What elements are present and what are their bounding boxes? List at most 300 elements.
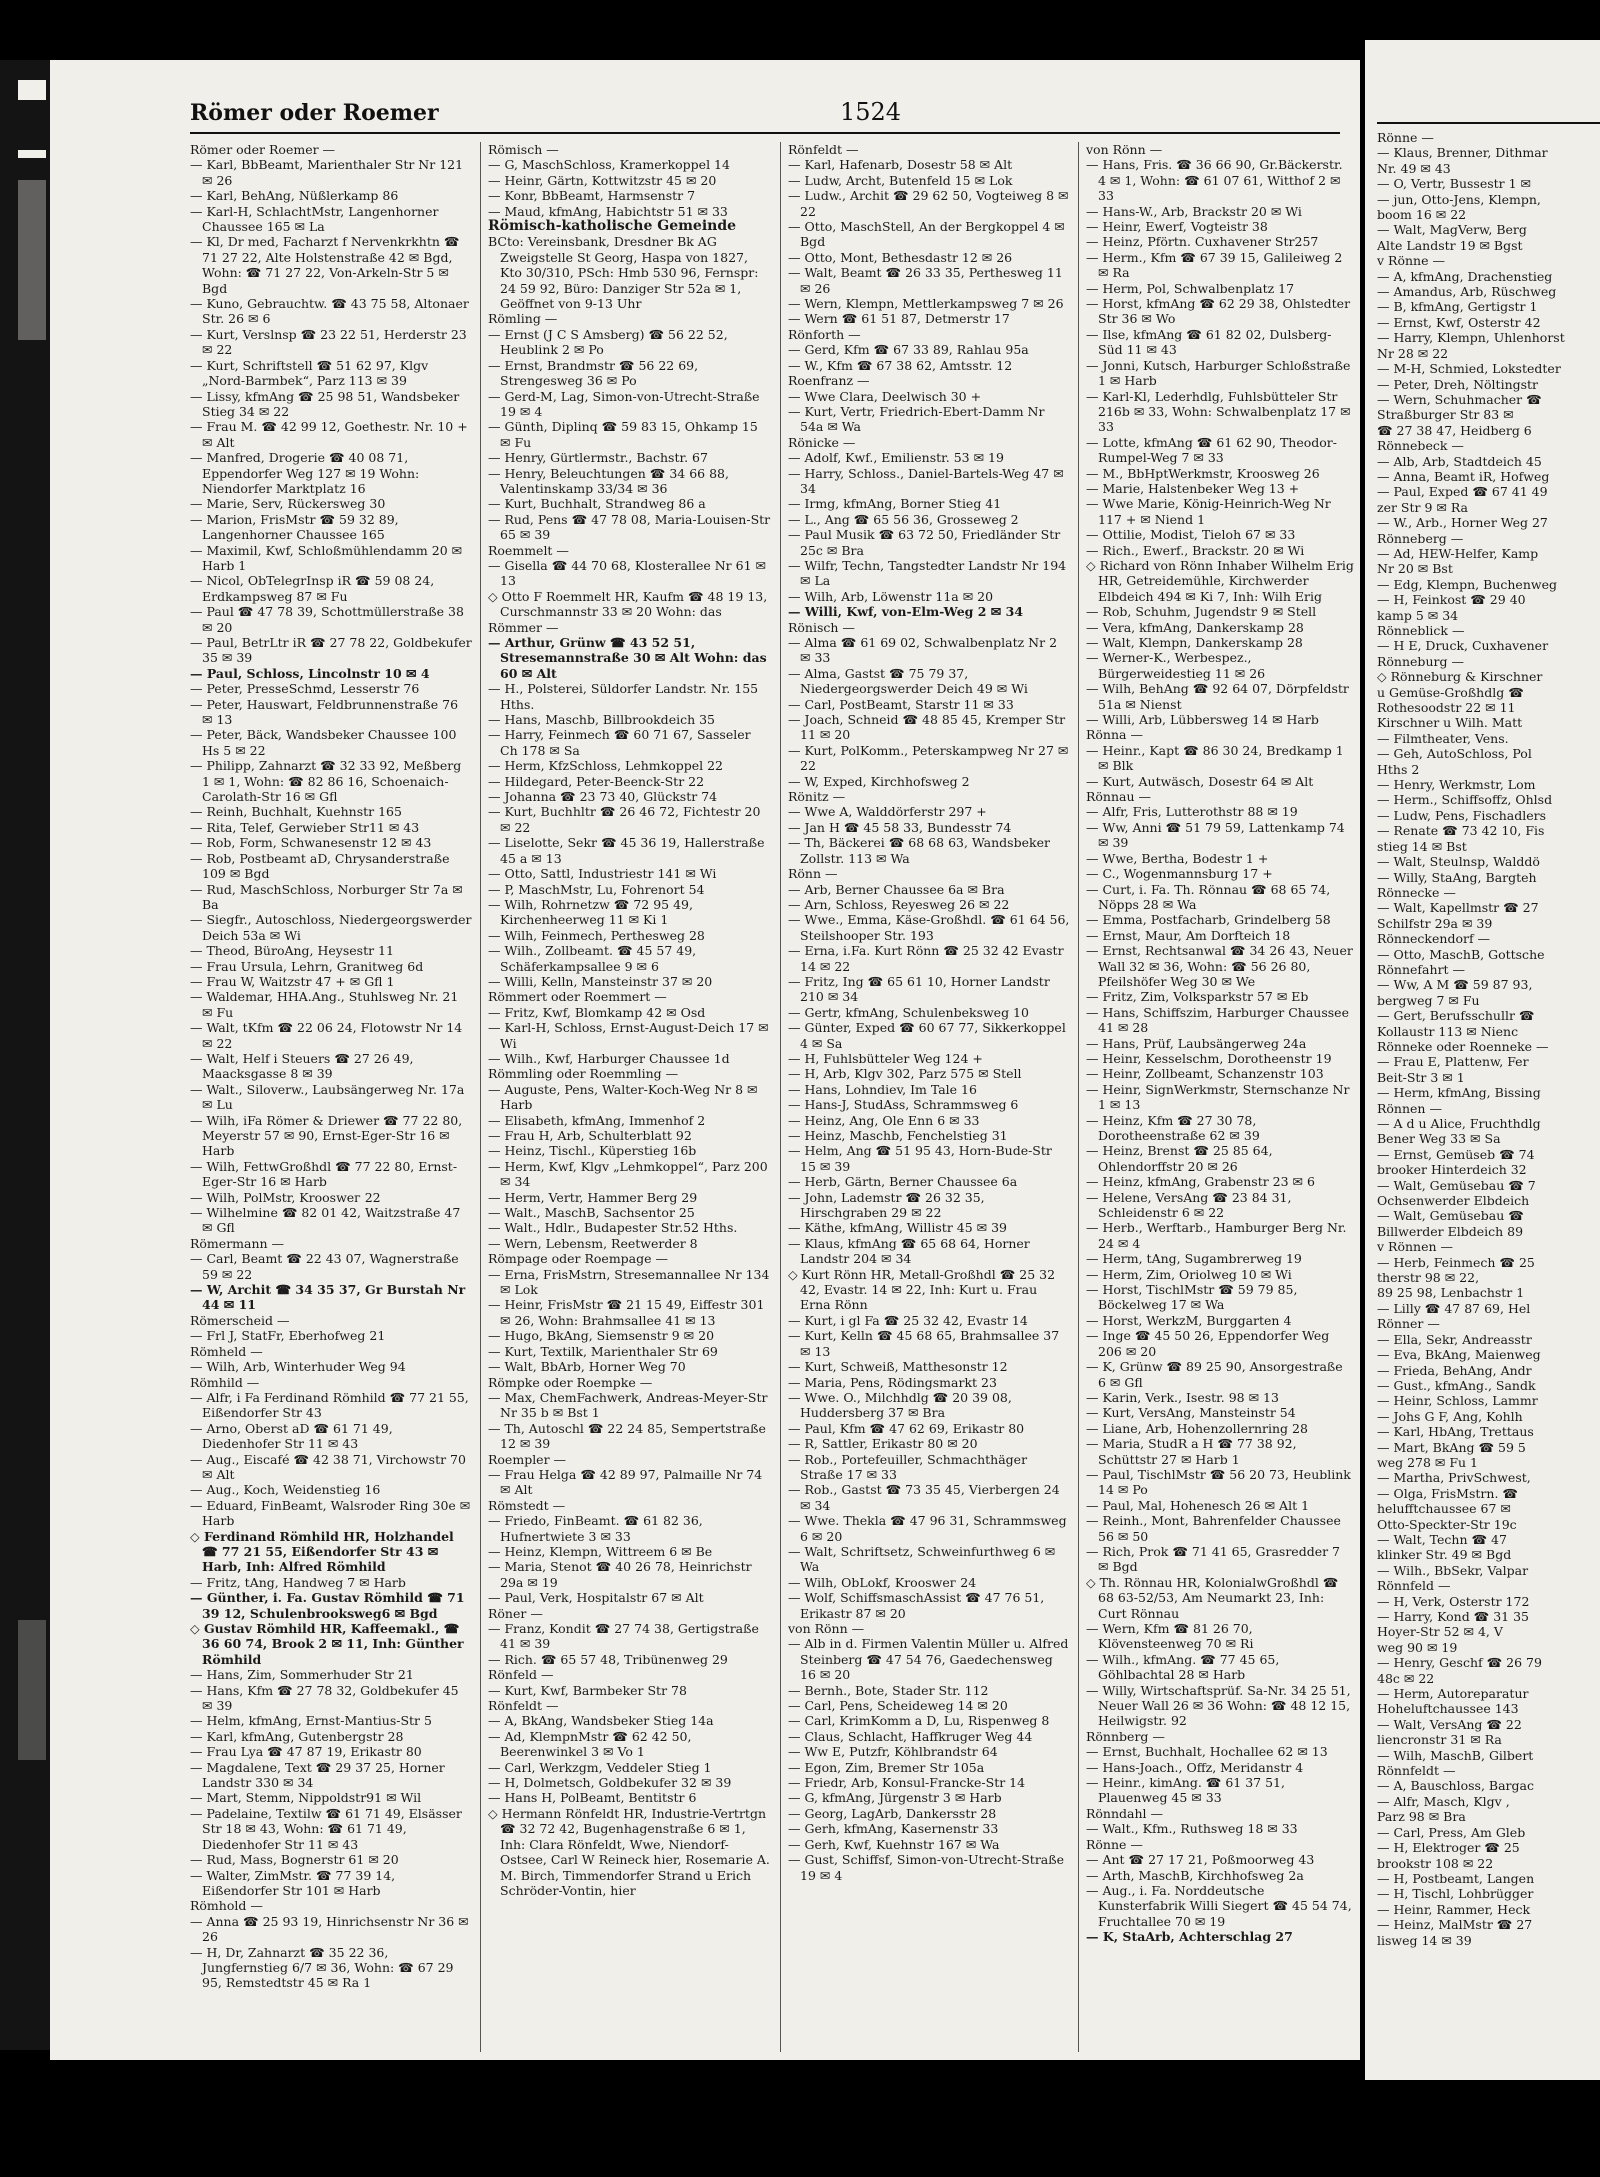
facing-page-entry: — Wern, Schuhmacher ☎ <box>1377 391 1542 407</box>
directory-entry: — Padelaine, Textilw ☎ 61 71 49, Elsässer Str 18 ✉ 43, Wohn: ☎ 61 71 49, Diedenhofer Str 11 ✉ 43 <box>190 1805 462 1852</box>
directory-entry: — Harry, Feinmech ☎ 60 71 67, Sasseler Ch 178 ✉ Sa <box>488 727 751 758</box>
directory-entry: — Heinr, Kesselschm, Dorotheenstr 19 <box>1086 1050 1332 1066</box>
facing-page-entry: — A d u Alice, Fruchthdlg <box>1377 1116 1541 1131</box>
directory-entry: — Peter, PresseSchmd, Lesserstr 76 <box>190 681 420 697</box>
directory-entry: Römermann — <box>190 1235 285 1251</box>
facing-page-header-rule <box>1377 92 1600 124</box>
directory-entry: Römling — <box>488 311 558 327</box>
directory-entry: — Ludw, Archt, Butenfeld 15 ✉ Lok <box>788 172 1013 188</box>
column-divider <box>1078 142 1079 2052</box>
facing-page-entry: — Wilh, MaschB, Gilbert <box>1377 1747 1534 1763</box>
directory-entry: Roenfranz — <box>788 373 870 389</box>
facing-page-entry: Beit-Str 3 ✉ 1 <box>1377 1069 1465 1085</box>
directory-entry: — Wwe Clara, Deelwisch 30 + <box>788 388 982 404</box>
facing-page-entry: ◇ Rönneburg & Kirschner <box>1377 669 1543 685</box>
facing-page-entry: Rönnefahrt — <box>1377 961 1466 977</box>
directory-entry: — Helm, Ang ☎ 51 95 43, Horn-Bude-Str 15 ✉ 39 <box>788 1143 1052 1174</box>
directory-entry: — Peter, Hauswart, Feldbrunnenstraße 76 ✉ 13 <box>190 696 459 728</box>
directory-entry: — K, Grünw ☎ 89 25 90, Ansorgestraße 6 ✉ Gfl <box>1086 1359 1343 1390</box>
facing-page-entry: — H, Elektroger ☎ 25 <box>1377 1840 1520 1856</box>
facing-page-entry: ☎ 27 38 47, Heidberg 6 <box>1377 422 1532 438</box>
directory-entry: — Fritz, tAng, Handweg 7 ✉ Harb <box>190 1574 406 1590</box>
facing-page-entry: — B, kfmAng, Gertigstr 1 <box>1377 299 1538 315</box>
header-rule <box>190 132 1340 134</box>
directory-entry: — Gust, Schiffsf, Simon-von-Utrecht-Straße 19 ✉ 4 <box>788 1852 1064 1883</box>
directory-entry: — Hans, Kfm ☎ 27 78 32, Goldbekufer 45 ✉ 39 <box>190 1682 459 1714</box>
directory-entry: — Wilh, BehAng ☎ 92 64 07, Dörpfeldstr 51a ✉ Nienst <box>1086 681 1349 712</box>
directory-entry: — Herb., Werftarb., Hamburger Berg Nr. 24 ✉ 4 <box>1086 1220 1347 1251</box>
directory-entry: — Paul, BetrLtr iR ☎ 27 78 22, Goldbekufer 35 ✉ 39 <box>190 635 472 666</box>
facing-page-entry: — Herm, kfmAng, Bissing <box>1377 1085 1541 1101</box>
facing-page-entry: — O, Vertr, Bussestr 1 ✉ <box>1377 176 1532 192</box>
facing-page-entry: — Paul, Exped ☎ 67 41 49 <box>1377 484 1548 500</box>
directory-entry: — Heinr., kimAng. ☎ 61 37 51, Plauenweg 45 ✉ 33 <box>1086 1775 1285 1806</box>
facing-page-entry: v Rönnen — <box>1377 1239 1453 1255</box>
page-number: 1524 <box>840 98 902 126</box>
facing-page-entry: — Walt, Kapellmstr ☎ 27 <box>1377 900 1539 916</box>
directory-entry: — Carl, Beamt ☎ 22 43 07, Wagnerstraße 59 ✉ 22 <box>190 1251 459 1282</box>
facing-page-entry: — Walt, MagVerw, Berg <box>1377 222 1527 238</box>
directory-entry: Rönisch — <box>788 619 855 635</box>
directory-entry: — Bernh., Bote, Stader Str. 112 <box>788 1682 989 1698</box>
directory-entry: — Heinz, Pförtn. Cuxhavener Str257 <box>1086 234 1319 250</box>
left-binding-strip <box>0 60 50 2050</box>
directory-entry: — Kurt, Autwäsch, Dosestr 64 ✉ Alt <box>1086 773 1314 789</box>
directory-entry: — Gerh, kfmAng, Kasernenstr 33 <box>788 1821 999 1837</box>
directory-entry: — Marie, Halstenbeker Weg 13 + <box>1086 480 1300 496</box>
facing-page-entry: zer Str 9 ✉ Ra <box>1377 499 1468 515</box>
facing-page-entry: — Ernst, Kwf, Osterstr 42 <box>1377 314 1541 330</box>
facing-page-entry: — Herm, Autoreparatur <box>1377 1686 1529 1702</box>
facing-page-entry: brooker Hinterdeich 32 <box>1377 1162 1527 1178</box>
directory-entry: — H, Dr, Zahnarzt ☎ 35 22 36, Jungfernstieg 6/7 ✉ 36, Wohn: ☎ 67 29 95, Remstedtstr 45 ✉ Ra 1 <box>190 1944 454 1991</box>
facing-page-entry: — Harry, Kond ☎ 31 35 <box>1377 1609 1530 1624</box>
directory-entry: — Hildegard, Peter-Beenck-Str 22 <box>488 773 705 789</box>
directory-entry: — Liselotte, Sekr ☎ 45 36 19, Hallerstraße 45 a ✉ 13 <box>488 835 765 866</box>
facing-page-entry: Rönneke oder Roenneke — <box>1377 1038 1549 1054</box>
directory-entry: — Auguste, Pens, Walter-Koch-Weg Nr 8 ✉ Harb <box>488 1081 758 1113</box>
directory-entry: — Gertr, kfmAng, Schulenbeksweg 10 <box>788 1004 1029 1020</box>
directory-entry: — Curt, i. Fa. Th. Rönnau ☎ 68 65 74, Nöpps 28 ✉ Wa <box>1086 881 1331 912</box>
facing-page-entry: Alte Landstr 19 ✉ Bgst <box>1377 237 1523 253</box>
facing-page-entry: — Karl, HbAng, Trettaus <box>1377 1424 1534 1440</box>
directory-entry: — Hans, Lohndiev, Im Tale 16 <box>788 1081 977 1097</box>
facing-page-entry: Kollaustr 113 ✉ Nienc <box>1377 1023 1519 1039</box>
facing-page-entry: — Alb, Arb, Stadtdeich 45 <box>1377 453 1542 469</box>
directory-entry: — Marie, Serv, Rückersweg 30 <box>190 496 386 512</box>
directory-entry: — Arth, MaschB, Kirchhofsweg 2a <box>1086 1867 1304 1883</box>
directory-entry: — Nicol, ObTelegrInsp iR ☎ 59 08 24, Erdkampsweg 87 ✉ Fu <box>190 573 435 604</box>
facing-page-entry: Rönnebeck — <box>1377 438 1464 454</box>
directory-entry: — Gerd-M, Lag, Simon-von-Utrecht-Straße 19 ✉ 4 <box>488 388 760 419</box>
directory-entry: — Fritz, Ing ☎ 65 61 10, Horner Landstr 210 ✉ 34 <box>788 973 1050 1005</box>
directory-entry: Rönnberg — <box>1086 1728 1165 1744</box>
directory-entry: — Kurt, Verslnsp ☎ 23 22 51, Herderstr 23 ✉ 22 <box>190 326 467 358</box>
facing-page-entry: — A, kfmAng, Drachenstieg <box>1377 268 1553 284</box>
directory-entry: — Heinz, Ang, Ole Enn 6 ✉ 33 <box>788 1112 980 1128</box>
directory-entry: — Wilh, Arb, Winterhuder Weg 94 <box>190 1359 406 1375</box>
directory-entry: — Jan H ☎ 45 58 33, Bundesstr 74 <box>788 819 1012 835</box>
directory-entry: — Wolf, SchiffsmaschAssist ☎ 47 76 51, Erikastr 87 ✉ 20 <box>788 1590 1045 1621</box>
directory-entry: — Walt., Hdlr., Budapester Str.52 Hths. <box>488 1220 738 1236</box>
facing-page-entry: — Peter, Dreh, Nöltingstr <box>1377 376 1539 392</box>
directory-entry: — Friedr, Arb, Konsul-Francke-Str 14 <box>788 1775 1026 1791</box>
directory-entry: — Maria, Pens, Rödingsmarkt 23 <box>788 1374 997 1390</box>
directory-entry: — Maria, StudR a H ☎ 77 38 92, Schüttstr 27 ✉ Harb 1 <box>1086 1436 1297 1467</box>
directory-entry: — H, Fuhlsbütteler Weg 124 + <box>788 1050 983 1066</box>
directory-entry: — Wwe. Thekla ☎ 47 96 31, Schrammsweg 6 ✉ 20 <box>788 1513 1067 1544</box>
directory-entry: — Harry, Schloss., Daniel-Bartels-Weg 47 ✉ 34 <box>788 465 1064 496</box>
directory-entry: — Friedo, FinBeamt. ☎ 61 82 36, Hufnertwiete 3 ✉ 33 <box>488 1513 703 1544</box>
directory-entry: — Wilh., kfmAng. ☎ 77 45 65, Göhlbachtal 28 ✉ Harb <box>1086 1651 1280 1683</box>
directory-entry: — Liane, Arb, Hohenzollernring 28 <box>1086 1420 1308 1436</box>
directory-entry: — Th, Autoschl ☎ 22 24 85, Sempertstraße 12 ✉ 39 <box>488 1420 766 1452</box>
facing-page-entry: Hoyer-Str 52 ✉ 4, V <box>1377 1624 1503 1640</box>
directory-entry: Römisch — <box>488 142 559 157</box>
facing-page-entry: — Renate ☎ 73 42 10, Fis <box>1377 823 1545 839</box>
directory-entry: — Walt, Schriftsetz, Schweinfurthweg 6 ✉ Wa <box>788 1543 1056 1575</box>
directory-entry: — Otto, MaschStell, An der Bergkoppel 4 ✉ Bgd <box>788 219 1065 250</box>
directory-entry: — Wilh, FettwGroßhdl ☎ 77 22 80, Ernst-Eger-Str 16 ✉ Harb <box>190 1158 458 1190</box>
page-header <box>190 90 1340 134</box>
directory-entry: — Karl, BbBeamt, Marienthaler Str Nr 121 ✉ 26 <box>190 157 464 188</box>
directory-entry: — Adolf, Kwf., Emilienstr. 53 ✉ 19 <box>788 450 1004 466</box>
directory-entry: — Rob., Gastst ☎ 73 35 45, Vierbergen 24 ✉ 34 <box>788 1482 1060 1513</box>
directory-entry: — Wern, Kfm ☎ 81 26 70, Klövensteenweg 70 ✉ Ri <box>1086 1621 1254 1652</box>
directory-entry: — Frau Lya ☎ 47 87 19, Erikastr 80 <box>190 1744 422 1760</box>
directory-entry: — Joach, Schneid ☎ 48 85 45, Kremper Str 11 ✉ 20 <box>788 712 1066 743</box>
facing-page-entry: — Eva, BkAng, Maienweg <box>1377 1347 1541 1363</box>
directory-entry: — Heinr, Zollbeamt, Schanzenstr 103 <box>1086 1066 1324 1082</box>
facing-page-entry: — Gust., kfmAng., Sandk <box>1377 1377 1536 1393</box>
directory-entry: — Lotte, kfmAng ☎ 61 62 90, Theodor-Rumpel-Weg 7 ✉ 33 <box>1086 434 1337 466</box>
directory-entry: — Carl, Pens, Scheideweg 14 ✉ 20 <box>788 1698 1008 1714</box>
facing-page-entry: — Olga, FrisMstrn. ☎ <box>1377 1485 1518 1501</box>
directory-entry: — Käthe, kfmAng, Willistr 45 ✉ 39 <box>788 1220 1008 1236</box>
directory-entry: — Hans H, PolBeamt, Bentitstr 6 <box>488 1790 697 1806</box>
directory-entry: — Ilse, kfmAng ☎ 61 82 02, Dulsberg-Süd 11 ✉ 43 <box>1086 326 1332 358</box>
directory-entry: — K, StaArb, Achterschlag 27 <box>1086 1929 1293 1945</box>
directory-entry: — Rud, Pens ☎ 47 78 08, Maria-Louisen-Str 65 ✉ 39 <box>488 511 771 543</box>
directory-entry: — Herm, Zim, Oriolweg 10 ✉ Wi <box>1086 1266 1292 1282</box>
directory-entry: — Walt., MaschB, Sachsentor 25 <box>488 1205 695 1221</box>
facing-page-entry: Rönnecke — <box>1377 884 1456 900</box>
directory-entry: — Karl-Kl, Lederhdlg, Fuhlsbütteler Str 216b ✉ 33, Wohn: Schwalbenplatz 17 ✉ 33 <box>1086 388 1351 435</box>
directory-entry: von Rönn — <box>788 1621 865 1636</box>
directory-column-2 <box>488 142 772 2052</box>
facing-page-entry: Nr 20 ✉ Bst <box>1377 561 1453 577</box>
facing-page-entry: — Carl, Press, Am Gleb <box>1377 1824 1526 1840</box>
directory-entry: — Wwe A, Walddörferstr 297 + <box>788 804 987 820</box>
facing-page-entry: Rönneburg — <box>1377 653 1464 669</box>
facing-page-entry: — H E, Druck, Cuxhavener <box>1377 638 1549 654</box>
directory-entry: — Kurt, Vertr, Friedrich-Ebert-Damm Nr 54a ✉ Wa <box>788 403 1045 435</box>
directory-entry: — Emma, Postfacharb, Grindelberg 58 <box>1086 912 1331 928</box>
directory-entry: — Klaus, kfmAng ☎ 65 68 64, Horner Landstr 204 ✉ 34 <box>788 1235 1030 1267</box>
facing-page-entry: — W., Arb., Horner Weg 27 <box>1377 515 1548 531</box>
directory-entry: — Rich., Ewerf., Brackstr. 20 ✉ Wi <box>1086 542 1305 558</box>
directory-entry: — Hugo, BkAng, Siemsenstr 9 ✉ 20 <box>488 1328 715 1344</box>
directory-entry: — Herm., Kfm ☎ 67 39 15, Galileiweg 2 ✉ Ra <box>1086 249 1343 281</box>
directory-entry: — Kurt, Buchhltr ☎ 26 46 72, Fichtestr 20 ✉ 22 <box>488 804 761 835</box>
directory-entry: Rönfeldt — <box>488 1698 559 1714</box>
directory-entry: — Hans, Prüf, Laubsängerweg 24a <box>1086 1035 1307 1051</box>
directory-entry: — Kurt, VersAng, Mansteinstr 54 <box>1086 1405 1296 1421</box>
directory-entry: — Rob, Postbeamt aD, Chrysanderstraße 109 ✉ Bgd <box>190 850 450 882</box>
directory-column-4 <box>1086 142 1354 2052</box>
directory-entry: — Otto, Sattl, Industriestr 141 ✉ Wi <box>488 866 717 882</box>
facing-page-entry: — Filmtheater, Vens. <box>1377 730 1509 746</box>
directory-entry: ◇ Richard von Rönn Inhaber Wilhelm Erig HR, Getreidemühle, Kirchwerder Elbdeich 494 ✉ Ki 7, Inh: Wilh Erig <box>1086 557 1354 604</box>
facing-page-entry: — Walt, Gemüsebau ☎ 7 <box>1377 1177 1536 1193</box>
directory-entry: — Günth, Diplinq ☎ 59 83 15, Ohkamp 15 ✉ Fu <box>488 419 758 450</box>
directory-entry: — Arno, Oberst aD ☎ 61 71 49, Diedenhofer Str 11 ✉ 43 <box>190 1420 393 1452</box>
directory-entry: — Lissy, kfmAng ☎ 25 98 51, Wandsbeker Stieg 34 ✉ 22 <box>190 388 460 419</box>
directory-entry: — Wwe., Emma, Käse-Großhdl. ☎ 61 64 56, Steilshooper Str. 193 <box>788 912 1070 943</box>
column-divider <box>480 142 481 2052</box>
directory-entry: — Herm, Kwf, Klgv „Lehmkoppel“, Parz 200 ✉ 34 <box>488 1158 768 1190</box>
directory-entry: — Walt., Siloverw., Laubsängerweg Nr. 17a ✉ Lu <box>190 1081 465 1113</box>
directory-entry: — Walt, Klempn, Dankerskamp 28 <box>1086 635 1303 650</box>
directory-entry: — Heinz, kfmAng, Grabenstr 23 ✉ 6 <box>1086 1174 1315 1190</box>
directory-entry: — Siegfr., Autoschloss, Niedergeorgswerder Deich 53a ✉ Wi <box>190 912 472 943</box>
directory-entry: — Willi, Arb, Lübbersweg 14 ✉ Harb <box>1086 712 1319 728</box>
facing-page-entry: Nr 28 ✉ 22 <box>1377 345 1449 361</box>
facing-page-entry: — Ernst, Gemüseb ☎ 74 <box>1377 1146 1535 1162</box>
directory-entry: — Anna ☎ 25 93 19, Hinrichsenstr Nr 36 ✉ 26 <box>190 1913 469 1945</box>
facing-page-entry: — H, Feinkost ☎ 29 40 <box>1377 592 1526 608</box>
directory-entry: — Wern, Klempn, Mettlerkampsweg 7 ✉ 26 <box>788 296 1064 312</box>
directory-entry: — Ludw., Archit ☎ 29 62 50, Vogteiweg 8 ✉ 22 <box>788 188 1069 219</box>
facing-page-entry: boom 16 ✉ 22 <box>1377 207 1467 223</box>
directory-entry: — Claus, Schlacht, Haffkruger Weg 44 <box>788 1728 1033 1744</box>
directory-entry: Rönnau — <box>1086 789 1152 805</box>
directory-entry: — Ad, KlempnMstr ☎ 62 42 50, Beerenwinkel 3 ✉ Vo 1 <box>488 1728 692 1760</box>
directory-entry: — Gerd, Kfm ☎ 67 33 89, Rahlau 95a <box>788 342 1029 358</box>
facing-page-entry: Rothesoodstr 22 ✉ 11 <box>1377 700 1516 716</box>
directory-entry: — Maximil, Kwf, Schloßmühlendamm 20 ✉ Harb 1 <box>190 542 463 573</box>
facing-page-entry: — H, Tischl, Lohbrügger <box>1377 1886 1534 1902</box>
directory-entry: ◇ Kurt Rönn HR, Metall-Großhdl ☎ 25 32 42, Evastr. 14 ✉ 22, Inh: Kurt u. Frau Erna Rönn <box>788 1266 1056 1313</box>
directory-entry: — Heinr, SignWerkmstr, Sternschanze Nr 1 ✉ 13 <box>1086 1081 1350 1113</box>
column-divider <box>780 142 781 2052</box>
directory-entry: — Frau Helga ☎ 42 89 97, Palmaille Nr 74 ✉ Alt <box>488 1466 763 1498</box>
directory-entry: — Helene, VersAng ☎ 23 84 31, Schleidenstr 6 ✉ 22 <box>1086 1189 1292 1221</box>
directory-entry: — Aug., Koch, Weidenstieg 16 <box>190 1482 381 1498</box>
directory-entry: — Wilh., Zollbeamt. ☎ 45 57 49, Schäferkampsallee 9 ✉ 6 <box>488 943 697 974</box>
facing-page-entry: Straßburger Str 83 ✉ <box>1377 407 1514 423</box>
directory-entry: — Ernst, Maur, Am Dorfteich 18 <box>1086 927 1291 943</box>
directory-entry: — Heinz, Kfm ☎ 27 30 78, Dorotheenstraße 62 ✉ 39 <box>1086 1112 1260 1143</box>
facing-page-entry: Bener Weg 33 ✉ Sa <box>1377 1131 1501 1147</box>
directory-entry: Römhild — <box>190 1374 260 1390</box>
directory-entry: — H., Polsterei, Süldorfer Landstr. Nr. 155 Hths. <box>488 681 759 712</box>
directory-entry: Rönna — <box>1086 727 1143 743</box>
directory-entry: — Herb, Gärtn, Berner Chaussee 6a <box>788 1174 1018 1190</box>
facing-page-entry: — Walt, Steulnsp, Walddö <box>1377 854 1540 870</box>
directory-entry: — Günter, Exped ☎ 60 67 77, Sikkerkoppel 4 ✉ Sa <box>788 1020 1066 1051</box>
directory-entry: — Irmg, kfmAng, Borner Stieg 41 <box>788 496 1002 512</box>
directory-entry: — Jonni, Kutsch, Harburger Schloßstraße 1 ✉ Harb <box>1086 357 1351 389</box>
directory-entry: — Egon, Zim, Bremer Str 105a <box>788 1759 985 1775</box>
directory-entry: — Kurt, Textilk, Marienthaler Str 69 <box>488 1343 718 1359</box>
directory-entry: — Karl, kfmAng, Gutenbergstr 28 <box>190 1728 404 1744</box>
directory-column-3 <box>788 142 1070 2052</box>
directory-entry: — Magdalene, Text ☎ 29 37 25, Horner Landstr 330 ✉ 34 <box>190 1759 445 1791</box>
directory-entry: — Alfr, i Fa Ferdinand Römhild ☎ 77 21 55, Eißendorfer Str 43 <box>190 1389 469 1421</box>
directory-entry: — Aug., i. Fa. Norddeutsche Kunsterfabrik Willi Siegert ☎ 45 54 74, Fruchtallee 70 ✉ 19 <box>1086 1882 1352 1929</box>
directory-entry: — Franz, Kondit ☎ 27 74 38, Gertigstraße 41 ✉ 39 <box>488 1621 759 1652</box>
directory-entry: — Carl, Werkzgm, Veddeler Stieg 1 <box>488 1759 712 1775</box>
directory-entry: — Frau H, Arb, Schulterblatt 92 <box>488 1128 692 1143</box>
facing-page-entry: weg 278 ✉ Fu 1 <box>1377 1454 1479 1470</box>
directory-entry: — Th, Bäckerei ☎ 68 68 63, Wandsbeker Zollstr. 113 ✉ Wa <box>788 835 1050 866</box>
directory-entry: — H, Dolmetsch, Goldbekufer 32 ✉ 39 <box>488 1775 732 1791</box>
facing-page-entry: Rönneblick — <box>1377 623 1465 638</box>
directory-entry: — Wilh., Kwf, Harburger Chaussee 1d <box>488 1050 730 1066</box>
directory-entry: — W, Exped, Kirchhofsweg 2 <box>788 773 970 789</box>
facing-page-entry: — Herm., Schiffsoffz, Ohlsd <box>1377 792 1553 808</box>
directory-entry: — Ant ☎ 27 17 21, Poßmoorweg 43 <box>1086 1852 1315 1868</box>
facing-page-entry: lisweg 14 ✉ 39 <box>1377 1932 1472 1948</box>
directory-entry: — Helm, kfmAng, Ernst-Mantius-Str 5 <box>190 1713 432 1729</box>
directory-entry: — Theod, BüroAng, Heysestr 11 <box>190 943 394 959</box>
directory-entry: ◇ Th. Rönnau HR, KolonialwGroßhdl ☎ 68 63-52/53, Am Neumarkt 23, Inh: Curt Rönnau <box>1086 1574 1339 1621</box>
facing-page-entry: Rönne — <box>1377 130 1434 145</box>
directory-entry: Römpke oder Roempke — <box>488 1374 653 1390</box>
directory-entry: — Walt., Kfm., Ruthsweg 18 ✉ 33 <box>1086 1821 1298 1837</box>
facing-page-fragment <box>1365 40 1600 2080</box>
directory-entry: — Arthur, Grünw ☎ 43 52 51, Stresemannstraße 30 ✉ Alt Wohn: das 60 ✉ Alt <box>488 635 767 681</box>
facing-page-entry: — Frau E, Plattenw, Fer <box>1377 1054 1529 1070</box>
directory-entry: — Inge ☎ 45 50 26, Eppendorfer Weg 206 ✉ 20 <box>1086 1328 1330 1359</box>
directory-entry: — Arb, Berner Chaussee 6a ✉ Bra <box>788 881 1005 897</box>
facing-page-entry: — Johs G F, Ang, Kohlh <box>1377 1408 1523 1424</box>
directory-entry: — Philipp, Zahnarzt ☎ 32 33 92, Meßberg 1 ✉ 1, Wohn: ☎ 82 86 16, Schoenaich-Carolath-Str 16 ✉ Gfl <box>190 758 462 805</box>
directory-entry: Röner — <box>488 1605 543 1621</box>
directory-entry: — Frau Ursula, Lehrn, Granitweg 6d <box>190 958 424 974</box>
facing-page-entry: — Ludw, Pens, Fischadlers <box>1377 807 1547 823</box>
directory-entry: — Kurt, i gl Fa ☎ 25 32 42, Evastr 14 <box>788 1312 1028 1328</box>
directory-entry: — Herm, Vertr, Hammer Berg 29 <box>488 1189 698 1205</box>
facing-page-entry: u Gemüse-Großhdlg ☎ <box>1377 684 1524 700</box>
directory-entry: — Otto, Mont, Bethesdastr 12 ✉ 26 <box>788 249 1013 265</box>
facing-page-entry: Rönnfeldt — <box>1377 1763 1456 1779</box>
directory-entry: — Walt, Beamt ☎ 26 33 35, Perthesweg 11 ✉ 26 <box>788 265 1063 296</box>
facing-page-entry: Rönner — <box>1377 1316 1440 1332</box>
facing-page-entry: — Amandus, Arb, Rüschweg <box>1377 284 1557 300</box>
directory-entry: Römer oder Roemer — <box>190 142 336 157</box>
directory-entry: Römmert oder Roemmert — <box>488 989 667 1005</box>
directory-entry: — Wwe. O., Milchhdlg ☎ 20 39 08, Huddersberg 37 ✉ Bra <box>788 1389 1012 1421</box>
directory-entry: — Henry, Gürtlermstr., Bachstr. 67 <box>488 450 708 466</box>
directory-entry: Rönfeld — <box>488 1667 554 1683</box>
directory-entry: — Walt, tKfm ☎ 22 06 24, Flotowstr Nr 14 ✉ 22 <box>190 1020 463 1051</box>
directory-entry: — Ernst, Brandmstr ☎ 56 22 69, Strengesweg 36 ✉ Po <box>488 357 699 389</box>
directory-entry: — Heinz, Brenst ☎ 25 85 64, Ohlendorffstr 20 ✉ 26 <box>1086 1143 1273 1174</box>
facing-page-entry: — Klaus, Brenner, Dithmar <box>1377 145 1548 161</box>
facing-page-entry: — H, Postbeamt, Langen <box>1377 1870 1535 1886</box>
directory-entry: — Max, ChemFachwerk, Andreas-Meyer-Str Nr 35 b ✉ Bst 1 <box>488 1389 768 1421</box>
facing-page-entry: 48c ✉ 22 <box>1377 1670 1435 1686</box>
directory-entry: — Fritz, Kwf, Blomkamp 42 ✉ Osd <box>488 1004 706 1020</box>
directory-entry: — Rich. ☎ 65 57 48, Tribünenweg 29 <box>488 1651 728 1667</box>
directory-entry: — Willi, Kwf, von-Elm-Weg 2 ✉ 34 <box>788 604 1024 620</box>
facing-page-entry: Rönnfeld — <box>1377 1578 1451 1594</box>
facing-page-entry: — Henry, Werkmstr, Lom <box>1377 777 1536 793</box>
directory-entry: — Peter, Bäck, Wandsbeker Chaussee 100 Hs 5 ✉ 22 <box>190 727 457 758</box>
directory-entry: Römmling oder Roemmling — <box>488 1066 679 1082</box>
facing-page-entry: — Anna, Beamt iR, Hofweg <box>1377 468 1550 484</box>
facing-page-entry: — Heinr, Schloss, Lammr <box>1377 1393 1538 1409</box>
directory-entry: von Rönn — <box>1086 142 1163 157</box>
directory-entry: Rönne — <box>1086 1836 1143 1852</box>
directory-entry: Rönforth — <box>788 326 861 342</box>
directory-entry: — Ww, Anni ☎ 51 79 59, Lattenkamp 74 ✉ 39 <box>1086 819 1345 851</box>
directory-entry: — Kurt, Buchhalt, Strandweg 86 a <box>488 496 706 512</box>
directory-entry: Rönitz — <box>788 789 846 805</box>
directory-entry: — Ottilie, Modist, Tieloh 67 ✉ 33 <box>1086 527 1296 543</box>
directory-entry: — Wilhelmine ☎ 82 01 42, Waitzstraße 47 ✉ Gfl <box>190 1205 461 1236</box>
directory-entry: — Horst, kfmAng ☎ 62 29 38, Ohlstedter Str 36 ✉ Wo <box>1086 296 1351 327</box>
directory-entry: — Heinz, Maschb, Fenchelstieg 31 <box>788 1128 1008 1143</box>
directory-entry: — P, MaschMstr, Lu, Fohrenort 54 <box>488 881 705 897</box>
directory-entry: — Kurt, Schriftstell ☎ 51 62 97, Klgv „Nord-Barmbek“, Parz 113 ✉ 39 <box>190 357 429 389</box>
directory-entry: — Reinh., Mont, Bahrenfelder Chaussee 56 ✉ 50 <box>1086 1513 1341 1544</box>
directory-entry: — Heinr., Kapt ☎ 86 30 24, Bredkamp 1 ✉ Blk <box>1086 742 1344 774</box>
facing-page-entry: — Lilly ☎ 47 87 69, Hel <box>1377 1300 1531 1316</box>
directory-entry: — Reinh, Buchhalt, Kuehnstr 165 <box>190 804 402 820</box>
directory-entry: — Herm, tAng, Sugambrerweg 19 <box>1086 1251 1302 1267</box>
directory-entry: — H, Arb, Klgv 302, Parz 575 ✉ Stell <box>788 1066 1022 1082</box>
directory-entry: — Kurt, PolKomm., Peterskampweg Nr 27 ✉ 22 <box>788 742 1069 774</box>
directory-entry: — A, BkAng, Wandsbeker Stieg 14a <box>488 1713 714 1729</box>
directory-entry: — Frau M. ☎ 42 99 12, Goethestr. Nr. 10 + ✉ Alt <box>190 419 468 450</box>
directory-entry: — Hans-Joach., Offz, Meridanstr 4 <box>1086 1759 1304 1775</box>
directory-entry: ◇ Otto F Roemmelt HR, Kaufm ☎ 48 19 13, Curschmannstr 33 ✉ 20 Wohn: das <box>488 588 768 620</box>
directory-entry: Römerscheid — <box>190 1312 290 1328</box>
directory-entry: — Henry, Beleuchtungen ☎ 34 66 88, Valentinskamp 33/34 ✉ 36 <box>488 465 729 496</box>
directory-entry: — Wilfr, Techn, Tangstedter Landstr Nr 194 ✉ La <box>788 557 1067 589</box>
facing-page-entry: — Martha, PrivSchwest, <box>1377 1470 1531 1486</box>
directory-entry: — Wilh, Rohrnetzw ☎ 72 95 49, Kirchenheerweg 11 ✉ Ki 1 <box>488 896 693 928</box>
directory-entry: — Paul, TischlMstr ☎ 56 20 73, Heublink 14 ✉ Po <box>1086 1466 1351 1498</box>
facing-page-entry: — Otto, MaschB, Gottsche <box>1377 946 1545 962</box>
directory-entry: — Rich, Prok ☎ 71 41 65, Grasredder 7 ✉ Bgd <box>1086 1543 1340 1575</box>
directory-entry: — Gisella ☎ 44 70 68, Klosterallee Nr 61 ✉ 13 <box>488 557 766 589</box>
directory-entry: Rönn — <box>788 866 838 882</box>
directory-entry: — Karl-H, SchlachtMstr, Langenhorner Chaussee 165 ✉ La <box>190 203 439 235</box>
facing-page-entry: — Alfr, Masch, Klgv , <box>1377 1793 1510 1809</box>
directory-entry: — Alfr, Fris, Lutterothstr 88 ✉ 19 <box>1086 804 1298 820</box>
directory-entry: — Frau W, Waitzstr 47 + ✉ Gfl 1 <box>190 973 395 989</box>
facing-page-entry: klinker Str. 49 ✉ Bgd <box>1377 1547 1512 1563</box>
directory-entry: — Kurt, Schweiß, Matthesonstr 12 <box>788 1359 1008 1375</box>
facing-page-entry: — M-H, Schmied, Lokstedter <box>1377 361 1561 377</box>
directory-entry: — Karin, Verk., Isestr. 98 ✉ 13 <box>1086 1389 1279 1405</box>
directory-entry: — Wilh, ObLokf, Krooswег 24 <box>788 1574 977 1590</box>
facing-page-entry: — Harry, Klempn, Uhlenhorst <box>1377 330 1565 346</box>
directory-entry: — Horst, TischlMstr ☎ 59 79 85, Böckelweg 17 ✉ Wa <box>1086 1282 1298 1313</box>
directory-entry: — Kurt, Kwf, Barmbeker Str 78 <box>488 1682 687 1698</box>
directory-entry: — Vera, kfmAng, Dankerskamp 28 <box>1086 619 1304 635</box>
directory-entry: — Frl J, StatFr, Eberhofweg 21 <box>190 1328 386 1344</box>
directory-entry: — Carl, PostBeamt, Starstr 11 ✉ 33 <box>788 696 1014 712</box>
directory-entry: — Karl, Hafenarb, Dosestr 58 ✉ Alt <box>788 157 1013 173</box>
directory-entry: Römhold — <box>190 1898 263 1914</box>
directory-entry: — Paul, Mal, Hohenesch 26 ✉ Alt 1 <box>1086 1497 1310 1513</box>
facing-page-entry: therstr 98 ✉ 22, <box>1377 1270 1480 1286</box>
